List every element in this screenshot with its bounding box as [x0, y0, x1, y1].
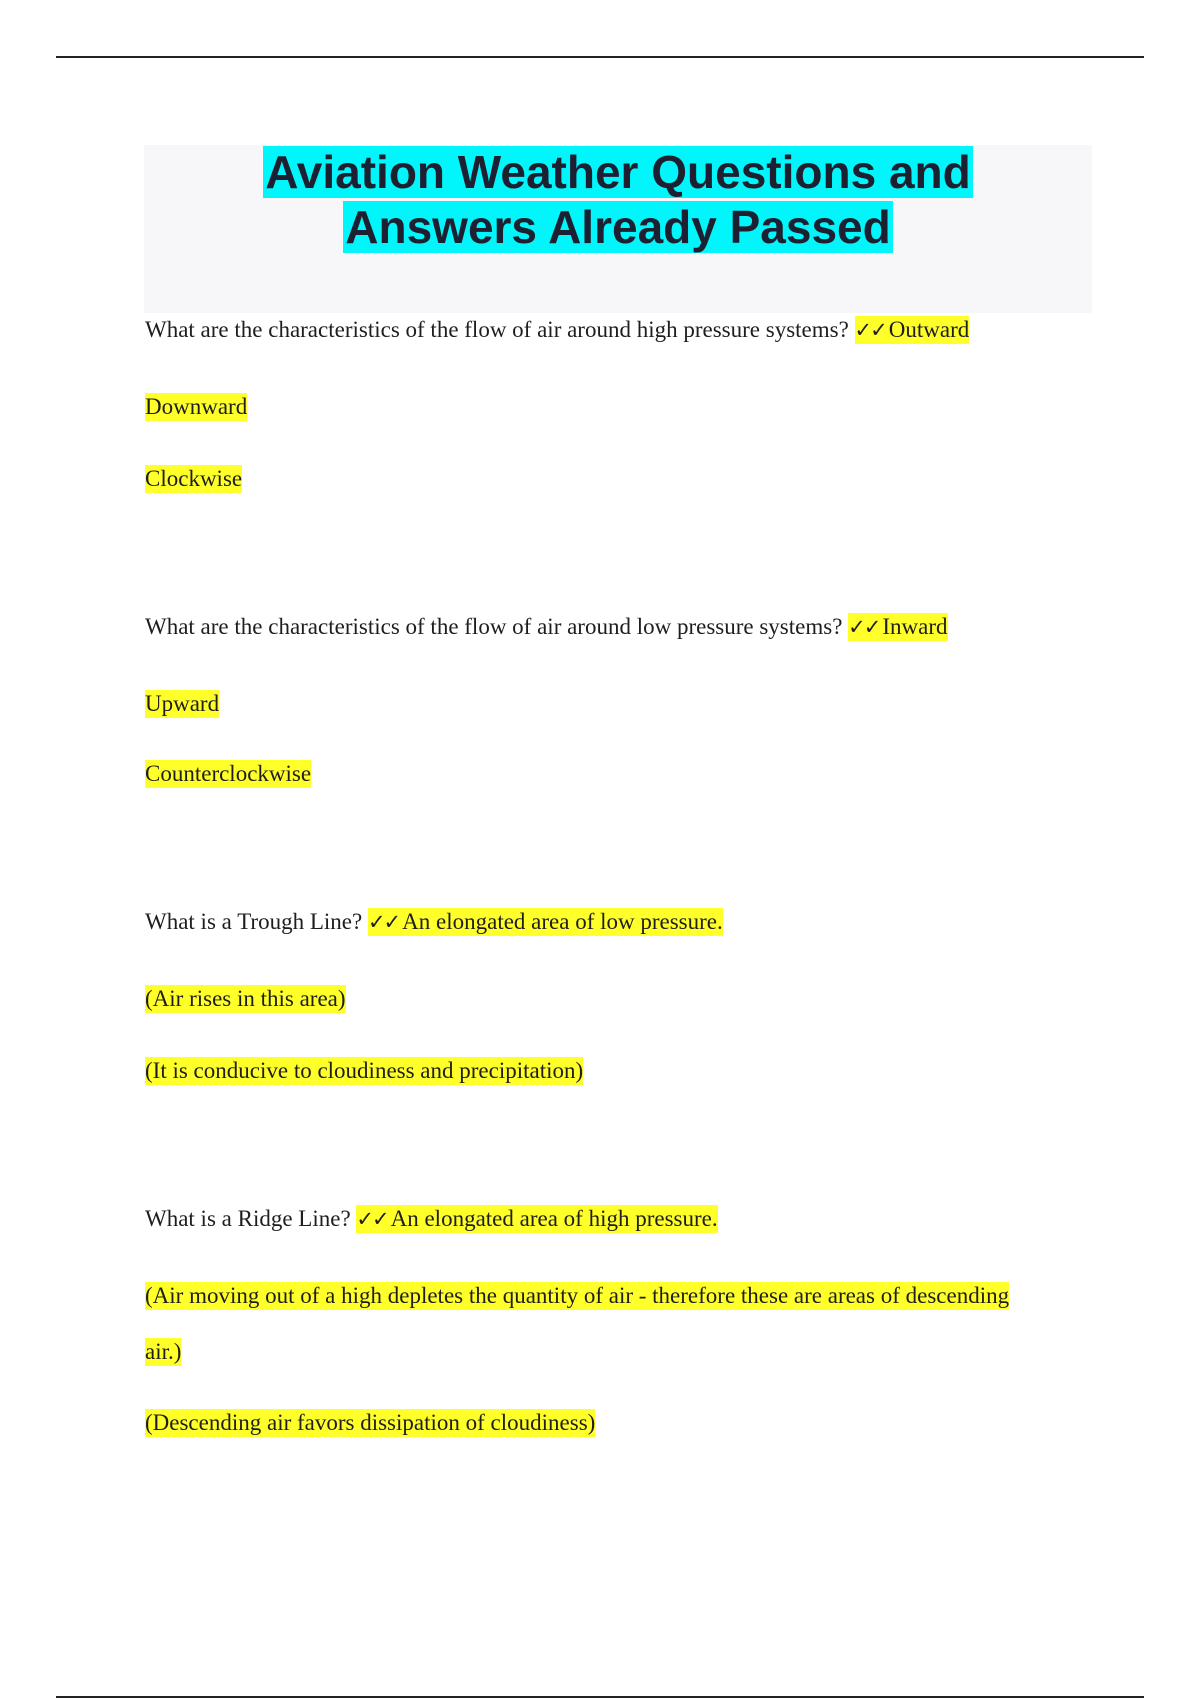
- qa-item-2-answer-line-2: [145, 759, 311, 788]
- answer-highlight: [356, 1205, 717, 1233]
- qa-item-4-question-line: [145, 1204, 718, 1234]
- answer-text: Upward: [145, 691, 220, 716]
- double-check-icon: ✓✓: [367, 910, 400, 934]
- title-line-1: Aviation Weather Questions and: [265, 146, 971, 198]
- answer-highlight: [848, 613, 947, 641]
- qa-item-3-answer-line-2: [145, 1056, 583, 1085]
- answer-text: air.): [145, 1339, 182, 1364]
- double-check-icon: ✓✓: [854, 318, 886, 342]
- qa-item-2-question-line: [145, 612, 948, 642]
- answer-highlight: [368, 908, 723, 936]
- answer-text: (It is conducive to cloudiness and precipitation): [145, 1058, 584, 1083]
- qa-item-3-answer-line-1: [145, 984, 346, 1013]
- question-text: What are the characteristics of the flow of air around high pressure systems?: [145, 317, 849, 342]
- double-check-icon: ✓✓: [848, 615, 880, 639]
- answer-text: (Air moving out of a high depletes the quantity of air - therefore these are areas of descending: [145, 1283, 1010, 1308]
- qa-item-4-answer-line-1: [145, 1281, 1009, 1310]
- question-text: What is a Ridge Line?: [145, 1206, 351, 1231]
- qa-item-4-answer-line-2: [145, 1337, 181, 1366]
- answer-text: (Air rises in this area): [145, 986, 346, 1011]
- answer-text: Counterclockwise: [145, 761, 312, 786]
- header-rule: [56, 56, 1144, 58]
- answer-text: Inward: [882, 614, 948, 639]
- qa-item-1-answer-line-1: [145, 392, 247, 421]
- qa-item-4-answer-line-3: [145, 1408, 595, 1437]
- document-title: [144, 145, 1092, 255]
- answer-text: An elongated area of low pressure.: [402, 909, 723, 934]
- footer-rule: [56, 1696, 1144, 1698]
- double-check-icon: ✓✓: [356, 1207, 388, 1231]
- qa-item-3-question-line: [145, 907, 723, 937]
- qa-item-2-answer-line-1: [145, 689, 219, 718]
- question-text: What are the characteristics of the flow of air around low pressure systems?: [145, 614, 843, 639]
- question-text: What is a Trough Line?: [145, 909, 363, 934]
- answer-text: Outward: [888, 317, 970, 342]
- answer-highlight: [855, 316, 970, 344]
- answer-text: An elongated area of high pressure.: [390, 1206, 718, 1231]
- qa-item-1-answer-line-2: [145, 464, 242, 493]
- title-line-2: Answers Already Passed: [345, 201, 891, 253]
- qa-item-1-question-line: [145, 315, 969, 345]
- answer-text: Clockwise: [145, 466, 243, 491]
- answer-text: Downward: [145, 394, 248, 419]
- answer-text: (Descending air favors dissipation of cloudiness): [145, 1410, 596, 1435]
